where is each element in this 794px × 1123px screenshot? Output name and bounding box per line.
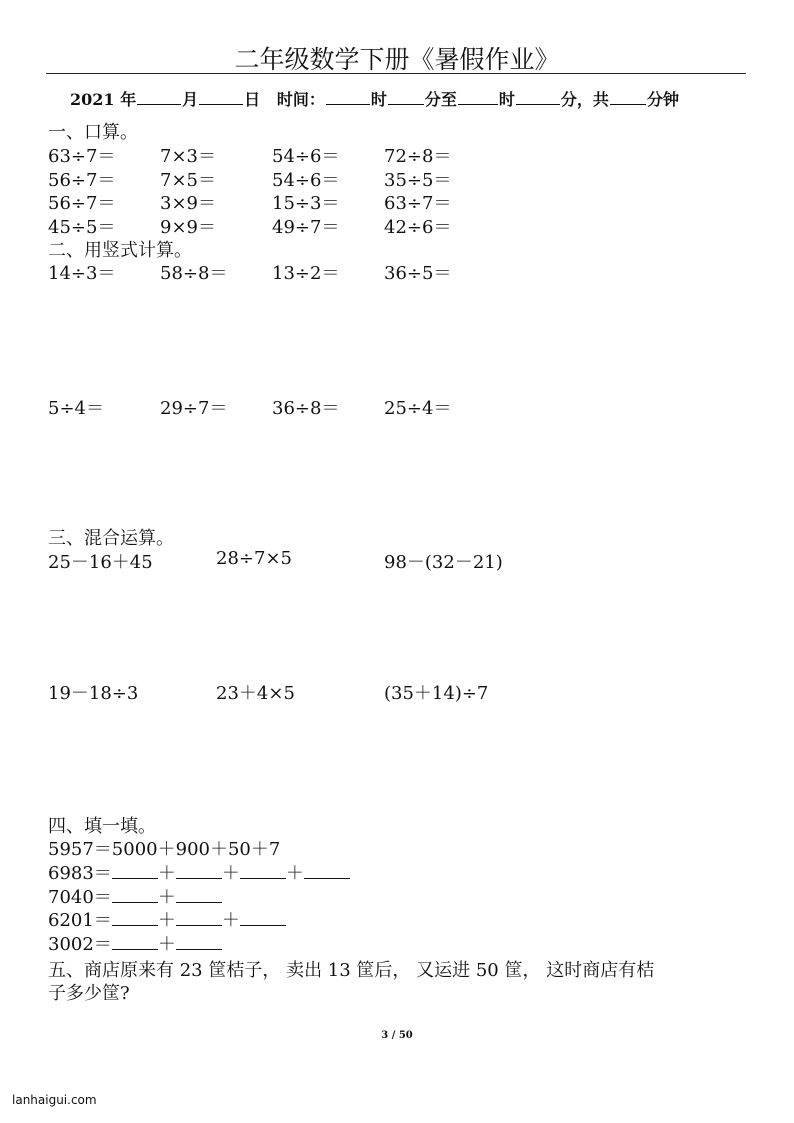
problem: 25÷4＝ [384,398,452,419]
problem: 72÷8＝ [384,146,452,167]
answer-blank[interactable] [112,864,158,879]
problem: 7×5＝ [160,169,216,191]
footer-site: lanhaigui.com [12,1093,97,1107]
month-label: 月 [182,90,199,109]
plus-sign: ＋ [157,886,176,908]
problem: 56÷7＝ [48,169,116,191]
problem: 36÷8＝ [272,398,340,419]
fill-example: 5957＝5000＋900＋50＋7 [48,839,281,860]
section-5-line-2: 子多少筐? [48,983,130,1004]
answer-blank[interactable] [112,888,158,903]
problem: 63÷7＝ [48,146,116,167]
year-label: 2021 年 [70,90,137,109]
plus-sign: ＋ [157,863,176,884]
answer-blank[interactable] [112,935,158,950]
fill-line [48,859,350,885]
section-5-line-1: 五、商店原来有 23 筐桔子， 卖出 13 筐后， 又运进 50 筐， 这时商店有桔 [48,960,655,981]
minutes-label: 分钟 [646,90,679,109]
answer-blank[interactable] [304,864,350,879]
problem: 58÷8＝ [160,263,228,284]
problem: 36÷5＝ [384,263,452,284]
section-4-heading: 四、填一填。 [48,816,156,837]
problem: 42÷6＝ [384,216,452,238]
problem: 54÷6＝ [272,146,340,167]
end-hour-blank[interactable] [458,90,498,105]
day-label: 日 [244,90,261,109]
problem: 28÷7×5 [216,548,292,569]
page-title: 二年级数学下册《暑假作业》 [234,45,560,74]
plus-sign: ＋ [285,863,304,884]
problem: 56÷7＝ [48,193,116,214]
total-minutes-blank[interactable] [610,90,646,105]
fill-number: 3002＝ [48,933,112,955]
fill-line [48,930,222,956]
problem: 7×3＝ [160,146,216,167]
problem: 25－16＋45 [48,552,153,573]
section-2-heading: 二、用竖式计算。 [48,240,192,261]
month-blank[interactable] [137,90,181,105]
problem: 98－(32－21) [384,552,503,573]
page-number: 3 / 50 [381,1030,413,1041]
problem: 19－18÷3 [48,683,139,704]
problem: 3×9＝ [160,193,216,214]
answer-blank[interactable] [176,935,222,950]
fill-number: 6983＝ [48,863,112,884]
fill-line [48,883,222,909]
answer-blank[interactable] [176,864,222,879]
fill-number: 6201＝ [48,910,112,931]
problem: 14÷3＝ [48,263,116,284]
problem: 13÷2＝ [272,263,340,284]
problem: 23＋4×5 [216,683,295,704]
problem: 9×9＝ [160,216,216,238]
answer-blank[interactable] [240,911,286,926]
title-underline [46,73,746,74]
minute-total-label: 分，共 [560,90,609,109]
day-blank[interactable] [199,90,243,105]
problem: 35÷5＝ [384,169,452,191]
problem: 29÷7＝ [160,398,228,419]
problem: 45÷5＝ [48,216,116,238]
problem: 5÷4＝ [48,398,104,419]
section-3-heading: 三、混合运算。 [48,528,174,549]
plus-sign: ＋ [221,910,240,931]
end-minute-blank[interactable] [516,90,560,105]
plus-sign: ＋ [157,910,176,931]
start-hour-blank[interactable] [326,90,370,105]
date-time-line [70,87,679,110]
problem: 15÷3＝ [272,193,340,214]
start-minute-blank[interactable] [388,90,424,105]
answer-blank[interactable] [176,888,222,903]
answer-blank[interactable] [240,864,286,879]
problem: 54÷6＝ [272,169,340,191]
problem: (35＋14)÷7 [384,683,489,704]
hour2-label: 时 [498,90,515,109]
plus-sign: ＋ [221,863,240,884]
hour1-label: 时 [370,90,387,109]
fill-number: 7040＝ [48,886,112,908]
answer-blank[interactable] [112,911,158,926]
section-1-heading: 一、口算。 [48,122,138,143]
time-label: 时间： [276,90,325,109]
fill-line [48,906,286,932]
problem: 63÷7＝ [384,193,452,214]
minute-to-label: 分至 [424,90,457,109]
problem: 49÷7＝ [272,216,340,238]
plus-sign: ＋ [157,933,176,955]
answer-blank[interactable] [176,911,222,926]
